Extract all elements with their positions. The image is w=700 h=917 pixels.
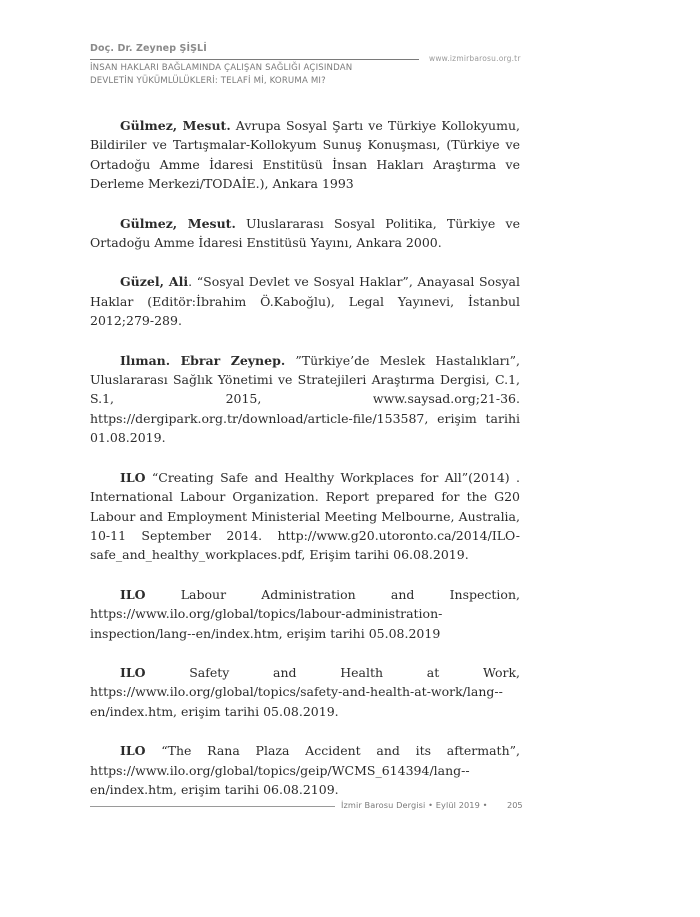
reference-entry [90, 468, 520, 565]
page-number: 205 [507, 800, 523, 810]
reference-entry [90, 663, 520, 721]
reference-text: Avrupa Sosyal Şartı ve Türkiye Kollokyumu, Bildiriler ve Tartışmalar-Kollokyum Sunuş Konuşması, (Türkiye ve Ortadoğu Amme İdaresi Enstitüsü İnsan Hakları Araştırma ve Derleme Merkezi/TODAİE.), Ankara 1993 [90, 118, 520, 192]
reference-entry [90, 214, 520, 253]
header-article-title [90, 62, 425, 87]
reference-text: Safety and Health at Work, https://www.ilo.org/global/topics/safety-and-health-at-work/lang--en/index.htm, erişim tarihi 05.08.2019. [90, 664, 520, 719]
reference-text: Labour Administration and Inspection, https://www.ilo.org/global/topics/labour-administration-inspection/lang--en/index.htm, erişim tarihi 05.08.2019 [90, 586, 520, 641]
reference-entry [90, 272, 520, 330]
reference-entry [90, 351, 520, 448]
reference-author: ILO [120, 469, 146, 485]
reference-entry [90, 116, 520, 194]
header-title-line-1: İNSAN HAKLARI BAĞLAMINDA ÇALIŞAN SAĞLIĞI AÇISINDAN [90, 63, 353, 73]
reference-author: ILO [120, 586, 146, 602]
reference-entry [90, 585, 520, 643]
reference-author: ILO [120, 743, 146, 759]
footer-journal: İzmir Barosu Dergisi • Eylül 2019 • [341, 800, 488, 810]
reference-text: . “Sosyal Devlet ve Sosyal Haklar”, Anayasal Sosyal Haklar (Editör:İbrahim Ö.Kaboğlu), Legal Yayınevi, İstanbul 2012;279-289. [90, 274, 520, 329]
reference-author: Güzel, Ali [120, 274, 189, 290]
header-author: Doç. Dr. Zeynep ŞİŞLİ [90, 43, 207, 54]
reference-text: Uluslararası Sosyal Politika, Türkiye ve Ortadoğu Amme İdaresi Enstitüsü Yayını, Ankara 2000. [90, 215, 520, 251]
header-rule [90, 59, 419, 60]
reference-entry [90, 741, 520, 799]
reference-author: Gülmez, Mesut. [120, 215, 236, 231]
reference-list [90, 116, 520, 819]
reference-author: ILO [120, 664, 146, 680]
footer-rule [90, 806, 335, 807]
header-website: www.izmirbarosu.org.tr [429, 54, 521, 63]
reference-text: “Creating Safe and Healthy Workplaces for All”(2014) . International Labour Organization. Report prepared for the G20 Labour and Employment Ministerial Meeting Melbourne, Australia, 10-11 September 2014. http://www.g20.utoronto.ca/2014/ILO-safe_and_healthy_workplaces.pdf, Erişim tarihi 06.08.2019. [90, 469, 520, 563]
reference-author: Ilıman. Ebrar Zeynep. [120, 352, 286, 368]
reference-text: “The Rana Plaza Accident and its aftermath”, https://www.ilo.org/global/topics/geip/WCMS_614394/lang--en/index.htm, erişim tarihi 06.08.2109. [90, 743, 520, 797]
header-title-line-2: DEVLETİN YÜKÜMLÜLÜKLERİ: TELAFİ Mİ, KORUMA MI? [90, 75, 326, 86]
reference-text: ”Türkiye’de Meslek Hastalıkları”, Uluslararası Sağlık Yönetimi ve Stratejileri Araştırma Dergisi, C.1, S.1, 2015, www.saysad.org;21-36. https://dergipark.org.tr/download/article-file/153587, erişim tarihi 01.08.2019. [90, 352, 521, 446]
reference-author: Gülmez, Mesut. [120, 118, 231, 133]
